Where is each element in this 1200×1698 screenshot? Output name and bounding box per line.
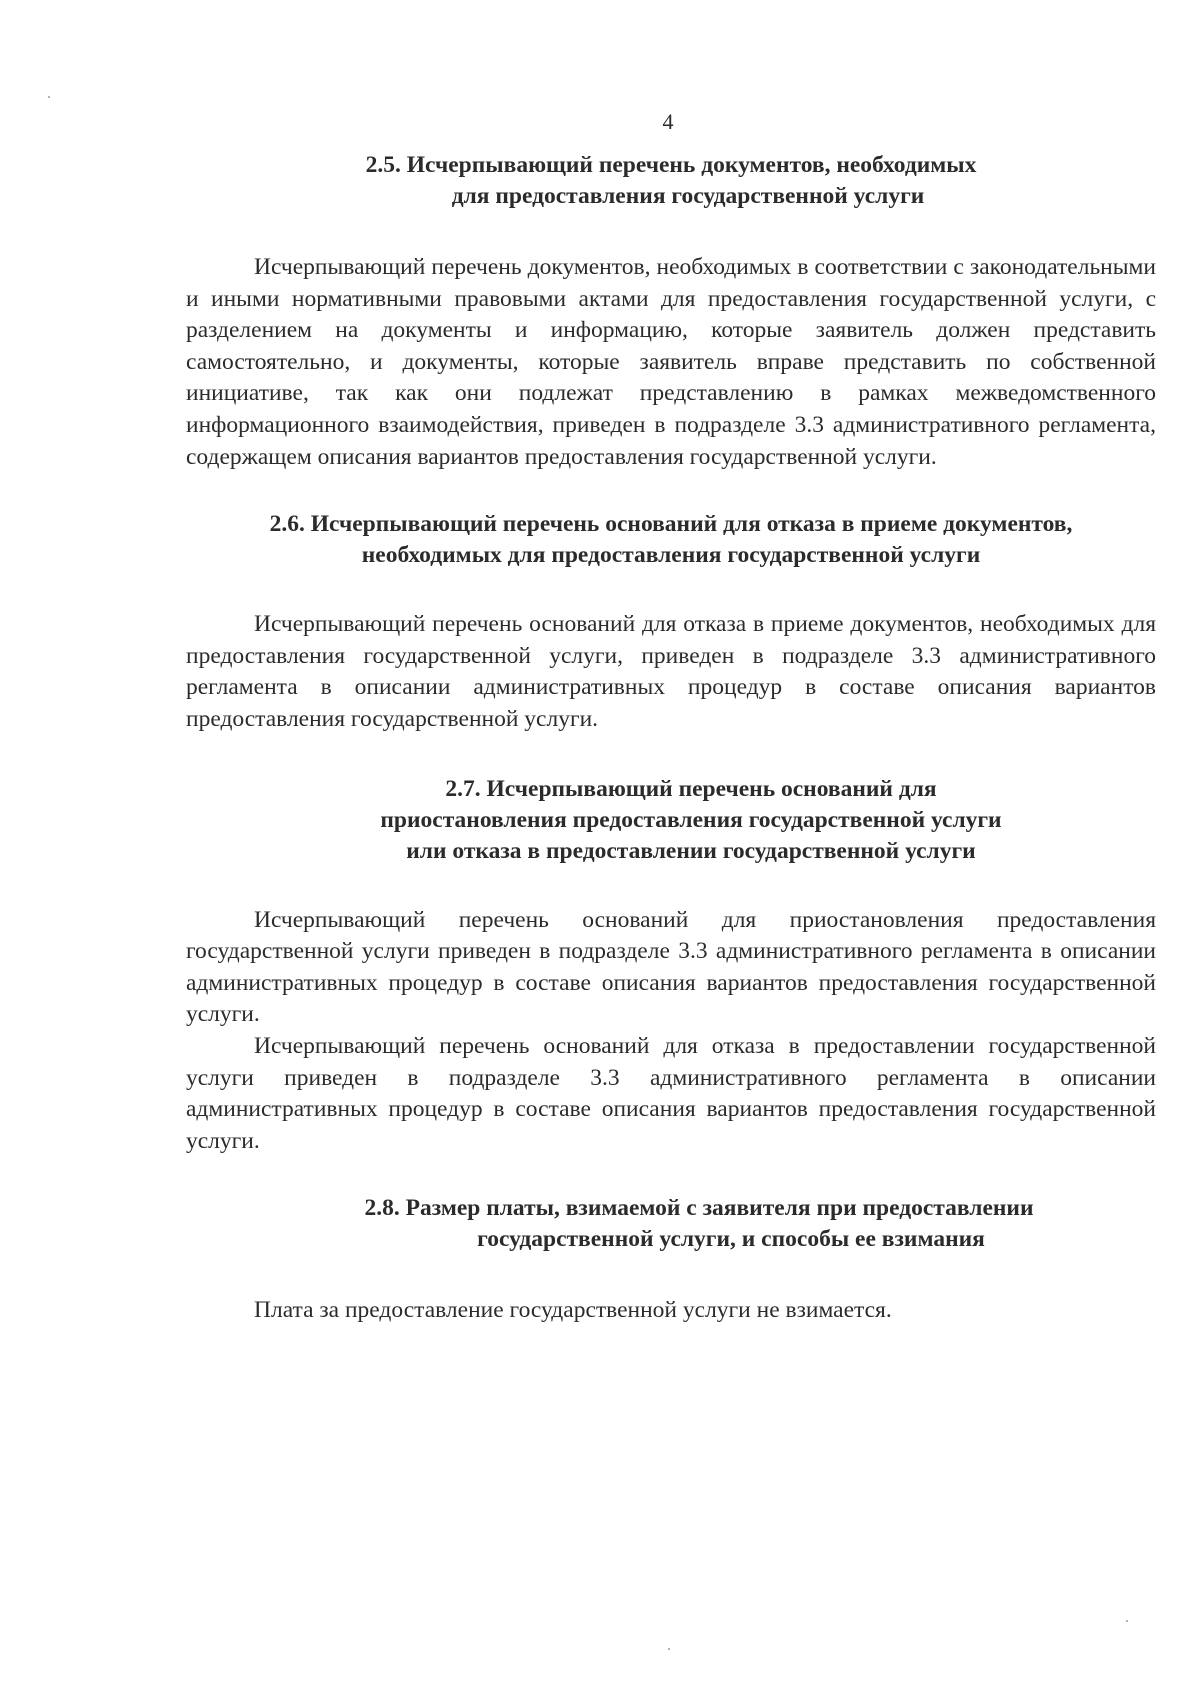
heading-line: 2.6. Исчерпывающий перечень оснований для отказа в приеме документов, [269, 511, 1073, 538]
paragraph: Исчерпывающий перечень документов, необходимых в соответствии с законодательными и иными нормативными правовыми актами для предоставления государственной услуги, с разделением на документы и информацию, которые заявитель должен представить самостоятельно, и документы, которые заявитель вправе представить по собственной инициативе, так как они подлежат представлению в рамках межведомственного информационного взаимодействия, приведен в подразделе 3.3 административного регламента, содержащем описания вариантов предоставления государственной услуги. [186, 254, 1156, 470]
page-content [186, 150, 1156, 1327]
heading-line: 2.7. Исчерпывающий перечень оснований для [445, 775, 937, 802]
page-number: 4 [662, 109, 674, 134]
heading-line: необходимых для предоставления государственной услуги [361, 542, 981, 569]
heading-line: 2.5. Исчерпывающий перечень документов, необходимых [365, 152, 977, 178]
section-2-6 [186, 509, 1156, 735]
heading-line: для предоставления государственной услуги [451, 183, 925, 209]
scan-speck [668, 1648, 670, 1650]
paragraph: Исчерпывающий перечень оснований для приостановления предоставления государственной услуги приведен в подразделе 3.3 административного регламента в описании административных процедур в составе описания вариантов предоставления государственной услуги. [186, 906, 1156, 1028]
section-heading [186, 509, 1156, 571]
section-body [186, 1295, 1156, 1327]
scan-speck [48, 96, 50, 98]
section-heading [186, 774, 1156, 867]
section-body [186, 905, 1156, 1158]
heading-line: или отказа в предоставлении государственной услуги [406, 837, 976, 864]
section-2-8 [186, 1193, 1156, 1327]
section-heading [186, 1193, 1156, 1255]
section-2-7 [186, 774, 1156, 1158]
paragraph: Плата за предоставление государственной услуги не взимается. [254, 1297, 892, 1324]
section-body [186, 609, 1156, 735]
scan-speck [1126, 1620, 1128, 1622]
heading-line: приостановления предоставления государственной услуги [380, 806, 1002, 833]
heading-line: 2.8. Размер платы, взимаемой с заявителя при предоставлении [364, 1195, 1034, 1222]
paragraph: Исчерпывающий перечень оснований для отказа в предоставлении государственной услуги приведен в подразделе 3.3 административного регламента в описании административных процедур в составе описания вариантов предоставления государственной услуги. [186, 1032, 1156, 1154]
heading-line: государственной услуги, и способы ее взимания [477, 1226, 985, 1253]
section-heading [186, 150, 1156, 212]
section-body [186, 252, 1156, 473]
section-2-5 [186, 150, 1156, 473]
paragraph: Исчерпывающий перечень оснований для отказа в приеме документов, необходимых для предоставления государственной услуги, приведен в подразделе 3.3 административного регламента в описании административных процедур в составе описания вариантов предоставления государственной услуги. [186, 611, 1156, 732]
